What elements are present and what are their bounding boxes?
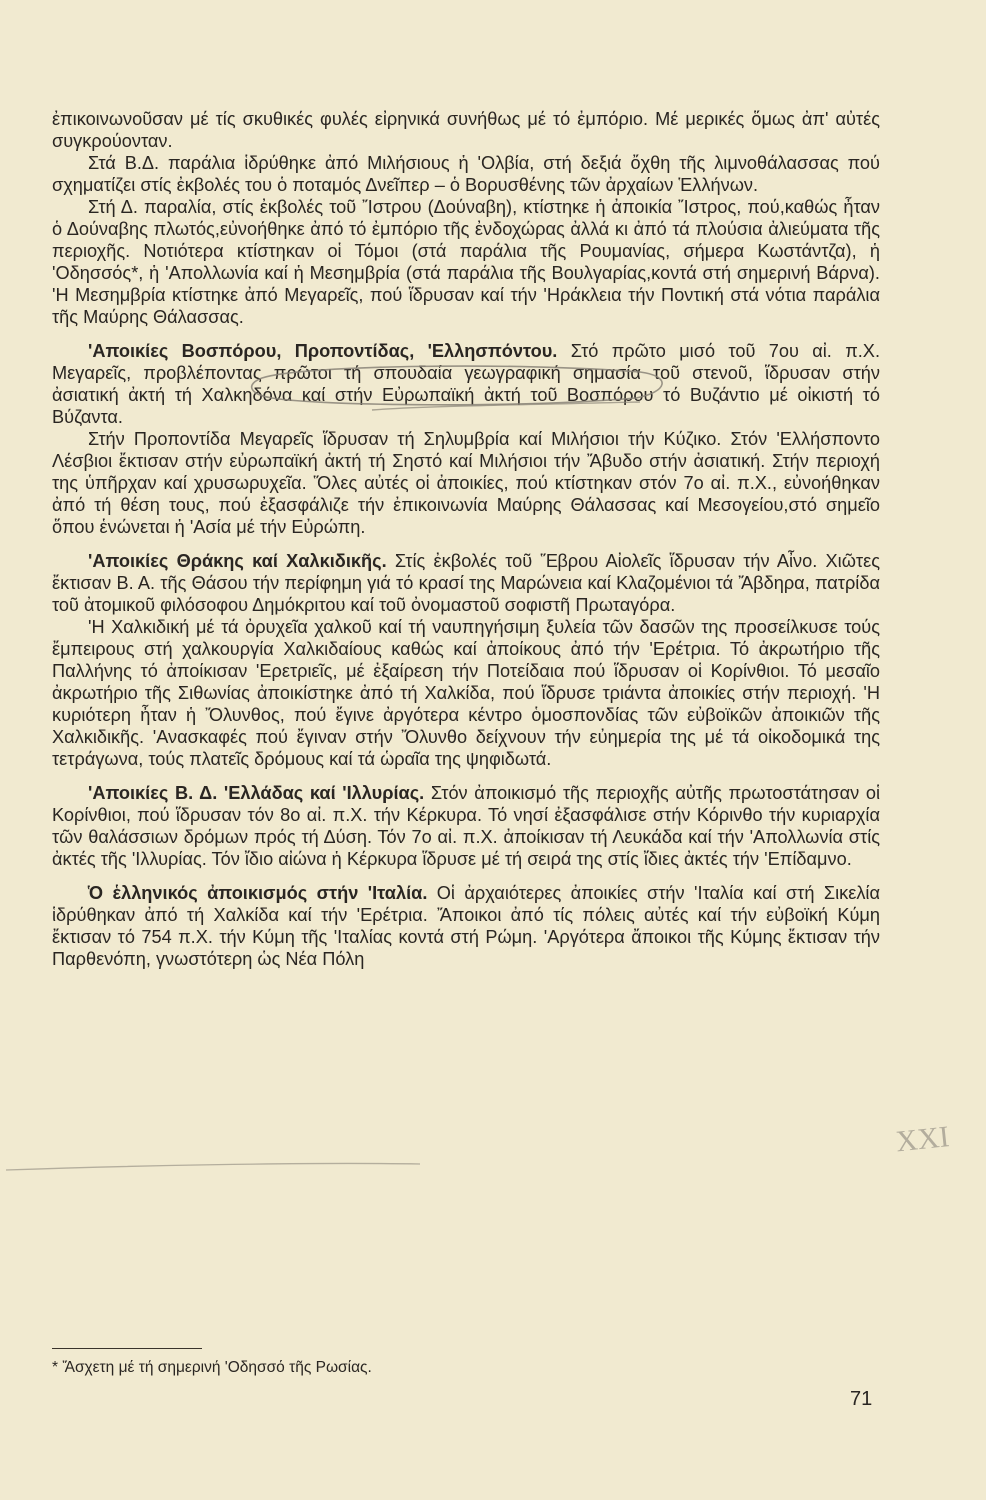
paragraph-illyria-1 — [52, 782, 880, 870]
section-thrace — [52, 550, 880, 770]
margin-note: XXI — [894, 1120, 951, 1159]
section-black-sea — [52, 108, 880, 328]
footnote: * Ἄσχετη μέ τή σημερινή 'Οδησσό τῆς Ρωσίας. — [52, 1359, 372, 1376]
paragraph-intro-3: Στή Δ. παραλία, στίς ἐκβολές τοῦ Ἴστρου (Δούναβη), κτίστηκε ἡ ἀποικία Ἴστρος, πού,καθώς ἦταν ὁ Δούναβης πλωτός,εὐνοήθηκε ἀπό τό ἐμπόριο τῆς ἐνδοχώρας ἀλλά κι ἀπό τά πλούσια ἀλιεύματα τῆς περιοχῆς. Νοτιότερα κτίστηκαν οἱ Τόμοι (στά παράλια τῆς Ρουμανίας, σήμερα Κωστάντζα), ἡ 'Οδησσός*, ἡ 'Απολλωνία καί ἡ Μεσημβρία (στά παράλια τῆς Βουλγαρίας,κοντά στή σημερινή Βάρνα). 'Η Μεσημβρία κτίστηκε ἀπό Μεγαρεῖς, πού ἵδρυσαν καί τήν 'Ηράκλεια τήν Ποντική στά νότια παράλια τῆς Μαύρης Θάλασσας. — [52, 197, 880, 327]
footnote-rule — [52, 1348, 202, 1349]
page-body — [52, 108, 880, 970]
pencil-rule-mark — [6, 1163, 420, 1170]
section-italy — [52, 882, 880, 970]
text-bosporus-1: Στό πρῶτο μισό τοῦ 7ου αἰ. π.Χ. Μεγαρεῖς, προβλέποντας πρῶτοι τή σπουδαία γεωγραφική σημασία τοῦ στενοῦ, ἵδρυσαν στήν ἀσιατική ἀκτή τή Χαλκηδόνα καί στήν Εὐρωπαϊκή ἀκτή τοῦ Βοσπόρου τό Βυζάντιο μέ οἰκιστή τό Βύζαντα. — [52, 341, 880, 427]
heading-bosporus: 'Αποικίες Βοσπόρου, Προποντίδας, 'Ελλησπόντου. — [88, 341, 558, 361]
page-number: 71 — [850, 1388, 873, 1410]
paragraph-intro-1: ἐπικοινωνοῦσαν μέ τίς σκυθικές φυλές εἰρηνικά συνήθως μέ τό ἐμπόριο. Μέ μερικές ὅμως ἀπ' αὐτές συγκρούονταν. — [52, 109, 880, 151]
paragraph-bosporus-2: Στήν Προποντίδα Μεγαρεῖς ἵδρυσαν τή Σηλυμβρία καί Μιλήσιοι τήν Κύζικο. Στόν 'Ελλήσποντο Λέσβιοι ἔκτισαν στήν εὐρωπαϊκή ἀκτή τή Σηστό καί Μιλήσιοι τήν Ἄβυδο στήν ἀσιατική. Στήν περιοχή της ὑπῆρχαν καί χρυσωρυχεῖα. Ὅλες αὐτές οἱ ἀποικίες, πού κτίστηκαν στόν 7ο αἰ. π.Χ., εὐνοήθηκαν ἀπό τή θέση τους, πού ἐξασφάλιζε τήν ἐπικοινωνία Μαύρης Θάλασσας καί Μεσογείου,στό σημεῖο ὅπου ἑνώνεται ἡ 'Ασία μέ τήν Εὐρώπη. — [52, 429, 880, 537]
paragraph-intro-2: Στά Β.Δ. παράλια ἱδρύθηκε ἀπό Μιλήσιους ἡ 'Ολβία, στή δεξιά ὄχθη τῆς λιμνοθάλασσας πού σχηματίζει στίς ἐκβολές του ὁ ποταμός Δνεῖπερ – ὁ Βορυσθένης τῶν ἀρχαίων Ἑλλήνων. — [52, 153, 880, 195]
text-thrace-1: Στίς ἐκβολές τοῦ Ἕβρου Αἰολεῖς ἵδρυσαν τήν Αἶνο. Χιῶτες ἔκτισαν Β. Α. τῆς Θάσου τήν περίφημη γιά τό κρασί της Μαρώνεια καί Κλαζομένιοι τά Ἄβδηρα, πατρίδα τοῦ ἀτομικοῦ φιλόσοφου Δημόκριτου καί τοῦ ὀνομαστοῦ σοφιστῆ Πρωταγόρα. — [52, 551, 880, 615]
text-italy-1: Οἱ ἀρχαιότερες ἀποικίες στήν 'Ιταλία καί στή Σικελία ἱδρύθηκαν ἀπό τή Χαλκίδα καί τήν 'Ερέτρια. Ἄποικοι ἀπό τίς πόλεις αὐτές καί τήν εὐβοϊκή Κύμη ἔκτισαν τό 754 π.Χ. τήν Κύμη τῆς 'Ιταλίας κοντά στή Ρώμη. 'Αργότερα ἄποικοι τῆς Κύμης ἔκτισαν τήν Παρθενόπη, γνωστότερη ὡς Νέα Πόλη — [52, 883, 880, 969]
heading-illyria: 'Αποικίες Β. Δ. 'Ελλάδας καί 'Ιλλυρίας. — [88, 783, 425, 803]
section-bosporus — [52, 340, 880, 538]
paragraph-thrace-1 — [52, 550, 880, 616]
paragraph-italy-1 — [52, 882, 880, 970]
text-illyria-1: Στόν ἀποικισμό τῆς περιοχῆς αὐτῆς πρωτοστάτησαν οἱ Κορίνθιοι, πού ἵδρυσαν τόν 8ο αἰ. π.Χ. τήν Κέρκυρα. Τό νησί ἐξασφάλισε στήν Κόρινθο τήν κυριαρχία τῶν θαλάσσιων δρόμων πρός τή Δύση. Τόν 7ο αἰ. π.Χ. ἀποίκισαν τή Λευκάδα καί τήν 'Απολλωνία στίς ἀκτές τῆς 'Ιλλυρίας. Τόν ἴδιο αἰώνα ἡ Κέρκυρα ἵδρυσε μέ τή σειρά της στίς ἴδιες ἀκτές τήν 'Επίδαμνο. — [52, 783, 880, 869]
paragraph-thrace-2: 'Η Χαλκιδική μέ τά ὀρυχεῖα χαλκοῦ καί τή ναυπηγήσιμη ξυλεία τῶν δασῶν της προσείλκυσε τούς ἔμπειρους στή χαλκουργία Χαλκιδαίους καθώς καί ἀποίκους ἀπό τήν 'Ερέτρια. Τό ἀκρωτήριο τῆς Παλλήνης τό ἀποίκισαν 'Ερετριεῖς, μέ ἐξαίρεση τήν Ποτείδαια πού ἵδρυσαν οἱ Κορίνθιοι. Τό μεσαῖο ἀκρωτήριο τῆς Σιθωνίας ἀποικίστηκε ἀπό τή Χαλκίδα, πού ἵδρυσε τριάντα ἀποικίες στήν περιοχή. 'Η κυριότερη ἦταν ἡ Ὄλυνθος, πού ἔγινε ἀργότερα κέντρο ὁμοσπονδίας τῶν εὐβοϊκῶν ἀποικιῶν τῆς Χαλκιδικῆς. 'Ανασκαφές πού ἔγιναν στήν Ὄλυνθο δείχνουν τήν εὐημερία της μέ τά οἰκοδομικά της τετράγωνα, τούς πλατεῖς δρόμους καί τά ὡραῖα της ψηφιδωτά. — [52, 617, 880, 769]
heading-thrace: 'Αποικίες Θράκης καί Χαλκιδικῆς. — [88, 551, 387, 571]
paragraph-bosporus-1 — [52, 340, 880, 428]
heading-italy: Ὁ ἑλληνικός ἀποικισμός στήν 'Ιταλία. — [88, 883, 428, 903]
section-illyria — [52, 782, 880, 870]
